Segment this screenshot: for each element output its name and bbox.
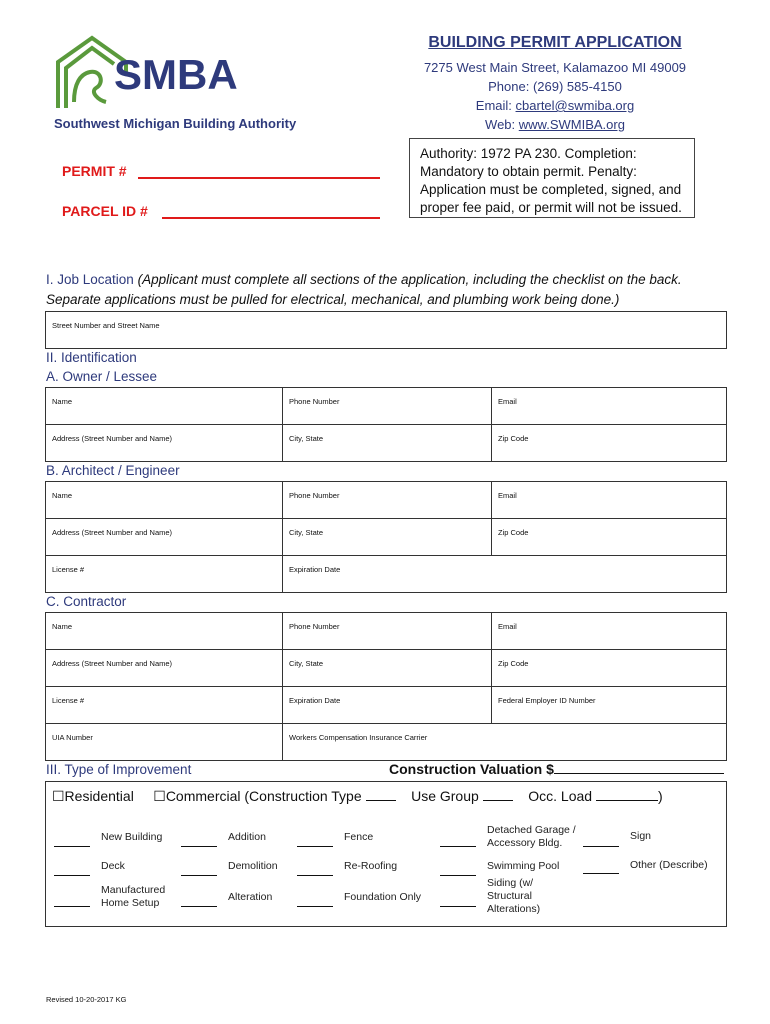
- re-roofing-blank[interactable]: [297, 875, 333, 876]
- form-title: BUILDING PERMIT APPLICATION: [428, 34, 682, 51]
- use-group-field[interactable]: [483, 790, 513, 801]
- swimming-pool-blank[interactable]: [440, 875, 476, 876]
- construction-type-field[interactable]: [366, 790, 396, 801]
- owner-email-field[interactable]: Email: [492, 388, 727, 425]
- item-demolition: Demolition: [228, 860, 278, 872]
- manufactured-home-blank[interactable]: [54, 906, 90, 907]
- job-location-table: [45, 311, 727, 349]
- occ-load-field[interactable]: [596, 790, 658, 801]
- addition-blank[interactable]: [181, 846, 217, 847]
- architect-address-field[interactable]: Address (Street Number and Name): [46, 519, 283, 556]
- owner-table: [45, 387, 727, 462]
- architect-expiration-field[interactable]: Expiration Date: [283, 556, 727, 593]
- item-deck: Deck: [101, 860, 125, 872]
- architect-city-field[interactable]: City, State: [283, 519, 492, 556]
- valuation-label: Construction Valuation $: [389, 761, 554, 777]
- contractor-zip-field[interactable]: Zip Code: [492, 650, 727, 687]
- item-detached-garage: Detached Garage / Accessory Bldg.: [487, 824, 576, 849]
- occupancy-row: [52, 788, 663, 805]
- org-name: Southwest Michigan Building Authority: [54, 116, 297, 131]
- item-new-building: New Building: [101, 831, 163, 843]
- org-email-line: [408, 98, 702, 113]
- architect-zip-field[interactable]: Zip Code: [492, 519, 727, 556]
- contractor-city-field[interactable]: City, State: [283, 650, 492, 687]
- contractor-workers-comp-field[interactable]: Workers Compensation Insurance Carrier: [283, 724, 727, 761]
- valuation-field[interactable]: [554, 761, 724, 774]
- siding-blank[interactable]: [440, 906, 476, 907]
- logo-wordmark: SMBA: [114, 51, 238, 98]
- architect-phone-field[interactable]: Phone Number: [283, 482, 492, 519]
- web-link[interactable]: www.SWMIBA.org: [518, 117, 625, 132]
- valuation-row: [389, 761, 724, 777]
- alteration-blank[interactable]: [181, 906, 217, 907]
- other-blank[interactable]: [583, 873, 619, 874]
- use-group-label: Use Group: [411, 788, 479, 804]
- new-building-blank[interactable]: [54, 846, 90, 847]
- owner-heading: A. Owner / Lessee: [46, 369, 158, 384]
- close-paren: ): [657, 788, 663, 804]
- contractor-name-field[interactable]: Name: [46, 613, 283, 650]
- permit-label: PERMIT #: [62, 163, 127, 179]
- foundation-only-blank[interactable]: [297, 906, 333, 907]
- org-address: 7275 West Main Street, Kalamazoo MI 49009: [423, 60, 687, 75]
- job-location-note: (Applicant must complete all sections of the application, including the checklist on the back. Separate applications must be pulled for electrical, mechanical, and plumbing work being done.): [46, 272, 682, 307]
- detached-garage-blank[interactable]: [440, 846, 476, 847]
- revision-note: Revised 10-20-2017 KG: [46, 995, 127, 1004]
- parcel-id-field[interactable]: [162, 217, 380, 219]
- job-location-heading: I. Job Location: [46, 272, 134, 287]
- architect-table: [45, 481, 727, 593]
- owner-phone-field[interactable]: Phone Number: [283, 388, 492, 425]
- fence-blank[interactable]: [297, 846, 333, 847]
- item-siding: Siding (w/ Structural Alterations): [487, 877, 541, 915]
- commercial-checkbox[interactable]: ☐Commercial (Construction Type: [153, 788, 362, 804]
- contractor-heading: C. Contractor: [46, 594, 127, 609]
- architect-heading: B. Architect / Engineer: [46, 463, 180, 478]
- contractor-address-field[interactable]: Address (Street Number and Name): [46, 650, 283, 687]
- contractor-email-field[interactable]: Email: [492, 613, 727, 650]
- architect-email-field[interactable]: Email: [492, 482, 727, 519]
- street-field[interactable]: Street Number and Street Name: [46, 312, 727, 349]
- item-addition: Addition: [228, 831, 266, 843]
- contractor-expiration-field[interactable]: Expiration Date: [283, 687, 492, 724]
- contractor-uia-field[interactable]: UIA Number: [46, 724, 283, 761]
- item-sign: Sign: [630, 830, 652, 842]
- web-label: Web:: [485, 117, 516, 132]
- occ-load-label: Occ. Load: [528, 788, 593, 804]
- residential-checkbox[interactable]: ☐Residential: [52, 788, 134, 804]
- owner-city-field[interactable]: City, State: [283, 425, 492, 462]
- identification-heading: II. Identification: [46, 350, 137, 365]
- authority-box: Authority: 1972 PA 230. Completion: Mandatory to obtain permit. Penalty: Application must be completed, signed, and proper fee paid, or permit will not be issued.: [409, 138, 695, 218]
- demolition-blank[interactable]: [181, 875, 217, 876]
- architect-license-field[interactable]: License #: [46, 556, 283, 593]
- contractor-table: [45, 612, 727, 761]
- item-fence: Fence: [344, 831, 374, 843]
- owner-address-field[interactable]: Address (Street Number and Name): [46, 425, 283, 462]
- improvement-heading: III. Type of Improvement: [46, 762, 192, 777]
- item-re-roofing: Re-Roofing: [344, 860, 398, 872]
- item-other: Other (Describe): [630, 859, 708, 871]
- deck-blank[interactable]: [54, 875, 90, 876]
- permit-number-field[interactable]: [138, 177, 380, 179]
- org-web-line: [408, 117, 702, 132]
- contractor-fein-field[interactable]: Federal Employer ID Number: [492, 687, 727, 724]
- item-alteration: Alteration: [228, 891, 273, 903]
- job-location-instructions: [46, 270, 726, 310]
- email-label: Email:: [475, 98, 512, 113]
- sign-blank[interactable]: [583, 846, 619, 847]
- item-foundation-only: Foundation Only: [344, 891, 422, 903]
- owner-zip-field[interactable]: Zip Code: [492, 425, 727, 462]
- contractor-phone-field[interactable]: Phone Number: [283, 613, 492, 650]
- parcel-label: PARCEL ID #: [62, 203, 148, 219]
- org-phone: Phone: (269) 585-4150: [488, 79, 622, 94]
- item-swimming-pool: Swimming Pool: [487, 860, 560, 872]
- smba-logo: [52, 34, 302, 114]
- owner-name-field[interactable]: Name: [46, 388, 283, 425]
- item-manufactured-home: Manufactured Home Setup: [101, 884, 166, 909]
- email-link[interactable]: cbartel@swmiba.org: [515, 98, 635, 113]
- architect-name-field[interactable]: Name: [46, 482, 283, 519]
- contractor-license-field[interactable]: License #: [46, 687, 283, 724]
